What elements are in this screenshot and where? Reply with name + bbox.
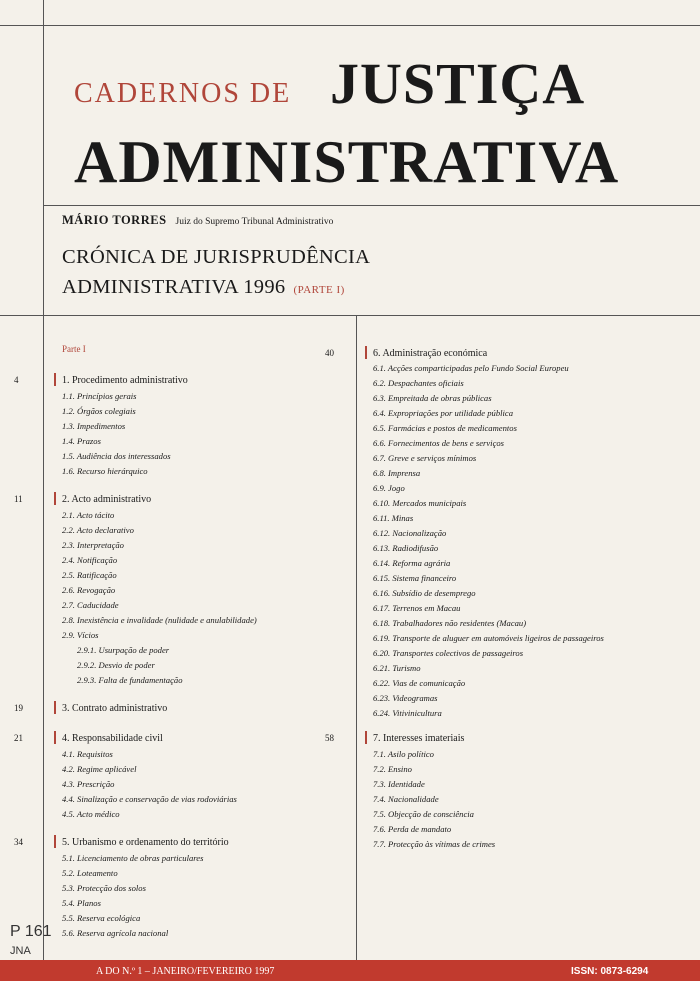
- toc-item[interactable]: 6.6. Fornecimentos de bens e serviços: [373, 438, 505, 448]
- toc-page-number: 19: [14, 703, 23, 713]
- toc-section[interactable]: [14, 703, 168, 714]
- article-title-line2: [62, 276, 345, 299]
- toc-item[interactable]: 6.12. Nacionalização: [373, 528, 447, 538]
- masthead-small: CADERNOS DE: [74, 78, 292, 109]
- toc-section[interactable]: [325, 348, 488, 359]
- toc-section[interactable]: [14, 494, 152, 505]
- toc-subitem[interactable]: 2.9.3. Falta de fundamentação: [77, 675, 183, 685]
- toc-item[interactable]: 6.2. Despachantes oficiais: [373, 378, 464, 388]
- stamp-line1: P 161: [10, 923, 52, 940]
- toc-page-number: 58: [325, 733, 334, 743]
- toc-item[interactable]: 6.3. Empreitada de obras públicas: [373, 393, 492, 403]
- toc-item[interactable]: 6.11. Minas: [373, 513, 414, 523]
- section-marker: [54, 701, 56, 714]
- toc-item[interactable]: 7.5. Objecção de consciência: [373, 809, 474, 819]
- toc-item[interactable]: 7.6. Perda de mandato: [373, 824, 452, 834]
- author-role: Juiz do Supremo Tribunal Administrativo: [175, 217, 334, 227]
- toc-page-number: 40: [325, 348, 334, 358]
- toc-section[interactable]: [325, 733, 465, 744]
- toc-item[interactable]: 4.3. Prescrição: [62, 779, 115, 789]
- left-margin-rule: [43, 0, 44, 960]
- toc-item[interactable]: 5.2. Loteamento: [62, 868, 118, 878]
- toc-item[interactable]: 2.9. Vícios: [62, 630, 99, 640]
- toc-item[interactable]: 6.9. Jogo: [373, 483, 405, 493]
- toc-item[interactable]: 6.13. Radiodifusão: [373, 543, 439, 553]
- toc-item[interactable]: 2.6. Revogação: [62, 585, 116, 595]
- toc-item[interactable]: 2.4. Notificação: [62, 555, 118, 565]
- toc-item[interactable]: 6.23. Videogramas: [373, 693, 438, 703]
- toc-item[interactable]: 6.16. Subsídio de desemprego: [373, 588, 476, 598]
- toc-section-title: 5. Urbanismo e ordenamento do território: [62, 837, 229, 848]
- footer-issn: ISSN: 0873-6294: [571, 966, 649, 977]
- toc-section-title: 4. Responsabilidade civil: [62, 733, 163, 744]
- toc-item[interactable]: 6.14. Reforma agrária: [373, 558, 451, 568]
- toc-item[interactable]: 5.1. Licenciamento de obras particulares: [62, 853, 204, 863]
- author-line: [62, 213, 333, 228]
- toc-item[interactable]: 2.1. Acto tácito: [62, 510, 115, 520]
- toc-item[interactable]: 1.6. Recurso hierárquico: [62, 466, 148, 476]
- toc-item[interactable]: 2.7. Caducidade: [62, 600, 119, 610]
- toc-item[interactable]: 5.5. Reserva ecológica: [62, 913, 141, 923]
- toc-item[interactable]: 7.1. Asilo político: [373, 749, 434, 759]
- toc-item[interactable]: 4.2. Regime aplicável: [62, 764, 137, 774]
- toc-item[interactable]: 6.10. Mercados municipais: [373, 498, 467, 508]
- toc-item[interactable]: 7.4. Nacionalidade: [373, 794, 439, 804]
- section-marker: [54, 731, 56, 744]
- toc-item[interactable]: 7.3. Identidade: [373, 779, 425, 789]
- toc-item[interactable]: 5.6. Reserva agrícola nacional: [62, 928, 169, 938]
- toc-item[interactable]: 7.7. Protecção às vítimas de crimes: [373, 839, 496, 849]
- section-marker: [54, 373, 56, 386]
- toc-item[interactable]: 1.1. Princípios gerais: [62, 391, 137, 401]
- masthead-line1: JUSTIÇA: [330, 51, 586, 116]
- toc-section-title: 7. Interesses imateriais: [373, 733, 465, 744]
- toc-item[interactable]: 6.20. Transportes colectivos de passageiros: [373, 648, 524, 658]
- toc-item[interactable]: 4.5. Acto médico: [62, 809, 120, 819]
- toc-item[interactable]: 6.8. Imprensa: [373, 468, 421, 478]
- article-title-part: (PARTE I): [293, 284, 345, 296]
- toc-column-divider: [356, 315, 357, 960]
- toc-item[interactable]: 2.2. Acto declarativo: [62, 525, 134, 535]
- toc-section[interactable]: [14, 733, 163, 744]
- article-title-line1: CRÓNICA DE JURISPRUDÊNCIA: [62, 246, 371, 268]
- masthead-line2: ADMINISTRATIVA: [74, 129, 620, 195]
- toc-page-number: 4: [14, 375, 19, 385]
- toc-section-title: 6. Administração económica: [373, 348, 488, 359]
- section-marker: [54, 492, 56, 505]
- toc-item[interactable]: 6.15. Sistema financeiro: [373, 573, 457, 583]
- article-title-line2-text: ADMINISTRATIVA 1996: [62, 276, 286, 298]
- toc-section[interactable]: [14, 375, 188, 386]
- toc-item[interactable]: 1.5. Audiência dos interessados: [62, 451, 171, 461]
- footer-issue: A DO N.º 1 – JANEIRO/FEVEREIRO 1997: [96, 966, 275, 977]
- toc-section-title: 1. Procedimento administrativo: [62, 375, 188, 386]
- toc-item[interactable]: 5.4. Planos: [62, 898, 101, 908]
- section-marker: [365, 731, 367, 744]
- toc-item[interactable]: 6.4. Expropriações por utilidade pública: [373, 408, 514, 418]
- toc-item[interactable]: 6.17. Terrenos em Macau: [373, 603, 461, 613]
- toc-subitem[interactable]: 2.9.1. Usurpação de poder: [77, 645, 170, 655]
- toc-item[interactable]: 6.21. Turismo: [373, 663, 421, 673]
- toc-page-number: 34: [14, 837, 23, 847]
- toc-item[interactable]: 4.1. Requisitos: [62, 749, 113, 759]
- toc-item[interactable]: 1.2. Órgãos colegiais: [62, 406, 136, 416]
- toc-item[interactable]: 2.5. Ratificação: [62, 570, 117, 580]
- toc-item[interactable]: 6.5. Farmácias e postos de medicamentos: [373, 423, 517, 433]
- toc-page-number: 21: [14, 733, 23, 743]
- toc-item[interactable]: 6.22. Vias de comunicação: [373, 678, 466, 688]
- toc-item[interactable]: 7.2. Ensino: [373, 764, 412, 774]
- toc-section-title: 3. Contrato administrativo: [62, 703, 168, 714]
- toc-item[interactable]: 6.1. Acções comparticipadas pelo Fundo Social Europeu: [373, 363, 569, 373]
- toc-item[interactable]: 6.19. Transporte de aluguer em automóveis ligeiros de passageiros: [373, 633, 604, 643]
- toc-item[interactable]: 1.3. Impedimentos: [62, 421, 126, 431]
- toc-item[interactable]: 6.24. Vitivinicultura: [373, 708, 442, 718]
- toc-item[interactable]: 2.8. Inexistência e invalidade (nulidade e anulabilidade): [62, 615, 257, 625]
- toc-item[interactable]: 2.3. Interpretação: [62, 540, 124, 550]
- toc-section[interactable]: [14, 837, 229, 848]
- section-marker: [54, 835, 56, 848]
- top-rule: [0, 25, 700, 26]
- toc-item[interactable]: 1.4. Prazos: [62, 436, 101, 446]
- toc-item[interactable]: 4.4. Sinalização e conservação de vias rodoviárias: [62, 794, 237, 804]
- stamp-line2: JNA: [10, 945, 31, 957]
- author-name: MÁRIO TORRES: [62, 213, 167, 227]
- toc-item[interactable]: 5.3. Protecção dos solos: [62, 883, 146, 893]
- section-marker: [365, 346, 367, 359]
- toc-subitem[interactable]: 2.9.2. Desvio de poder: [77, 660, 155, 670]
- toc-item[interactable]: 6.7. Greve e serviços mínimos: [373, 453, 477, 463]
- toc-top-rule: [0, 315, 700, 316]
- toc-page-number: 11: [14, 494, 23, 504]
- author-rule: [43, 205, 700, 206]
- toc-item[interactable]: 6.18. Trabalhadores não residentes (Macau): [373, 618, 527, 628]
- toc-section-title: 2. Acto administrativo: [62, 494, 152, 505]
- toc-part-label: Parte I: [62, 344, 86, 354]
